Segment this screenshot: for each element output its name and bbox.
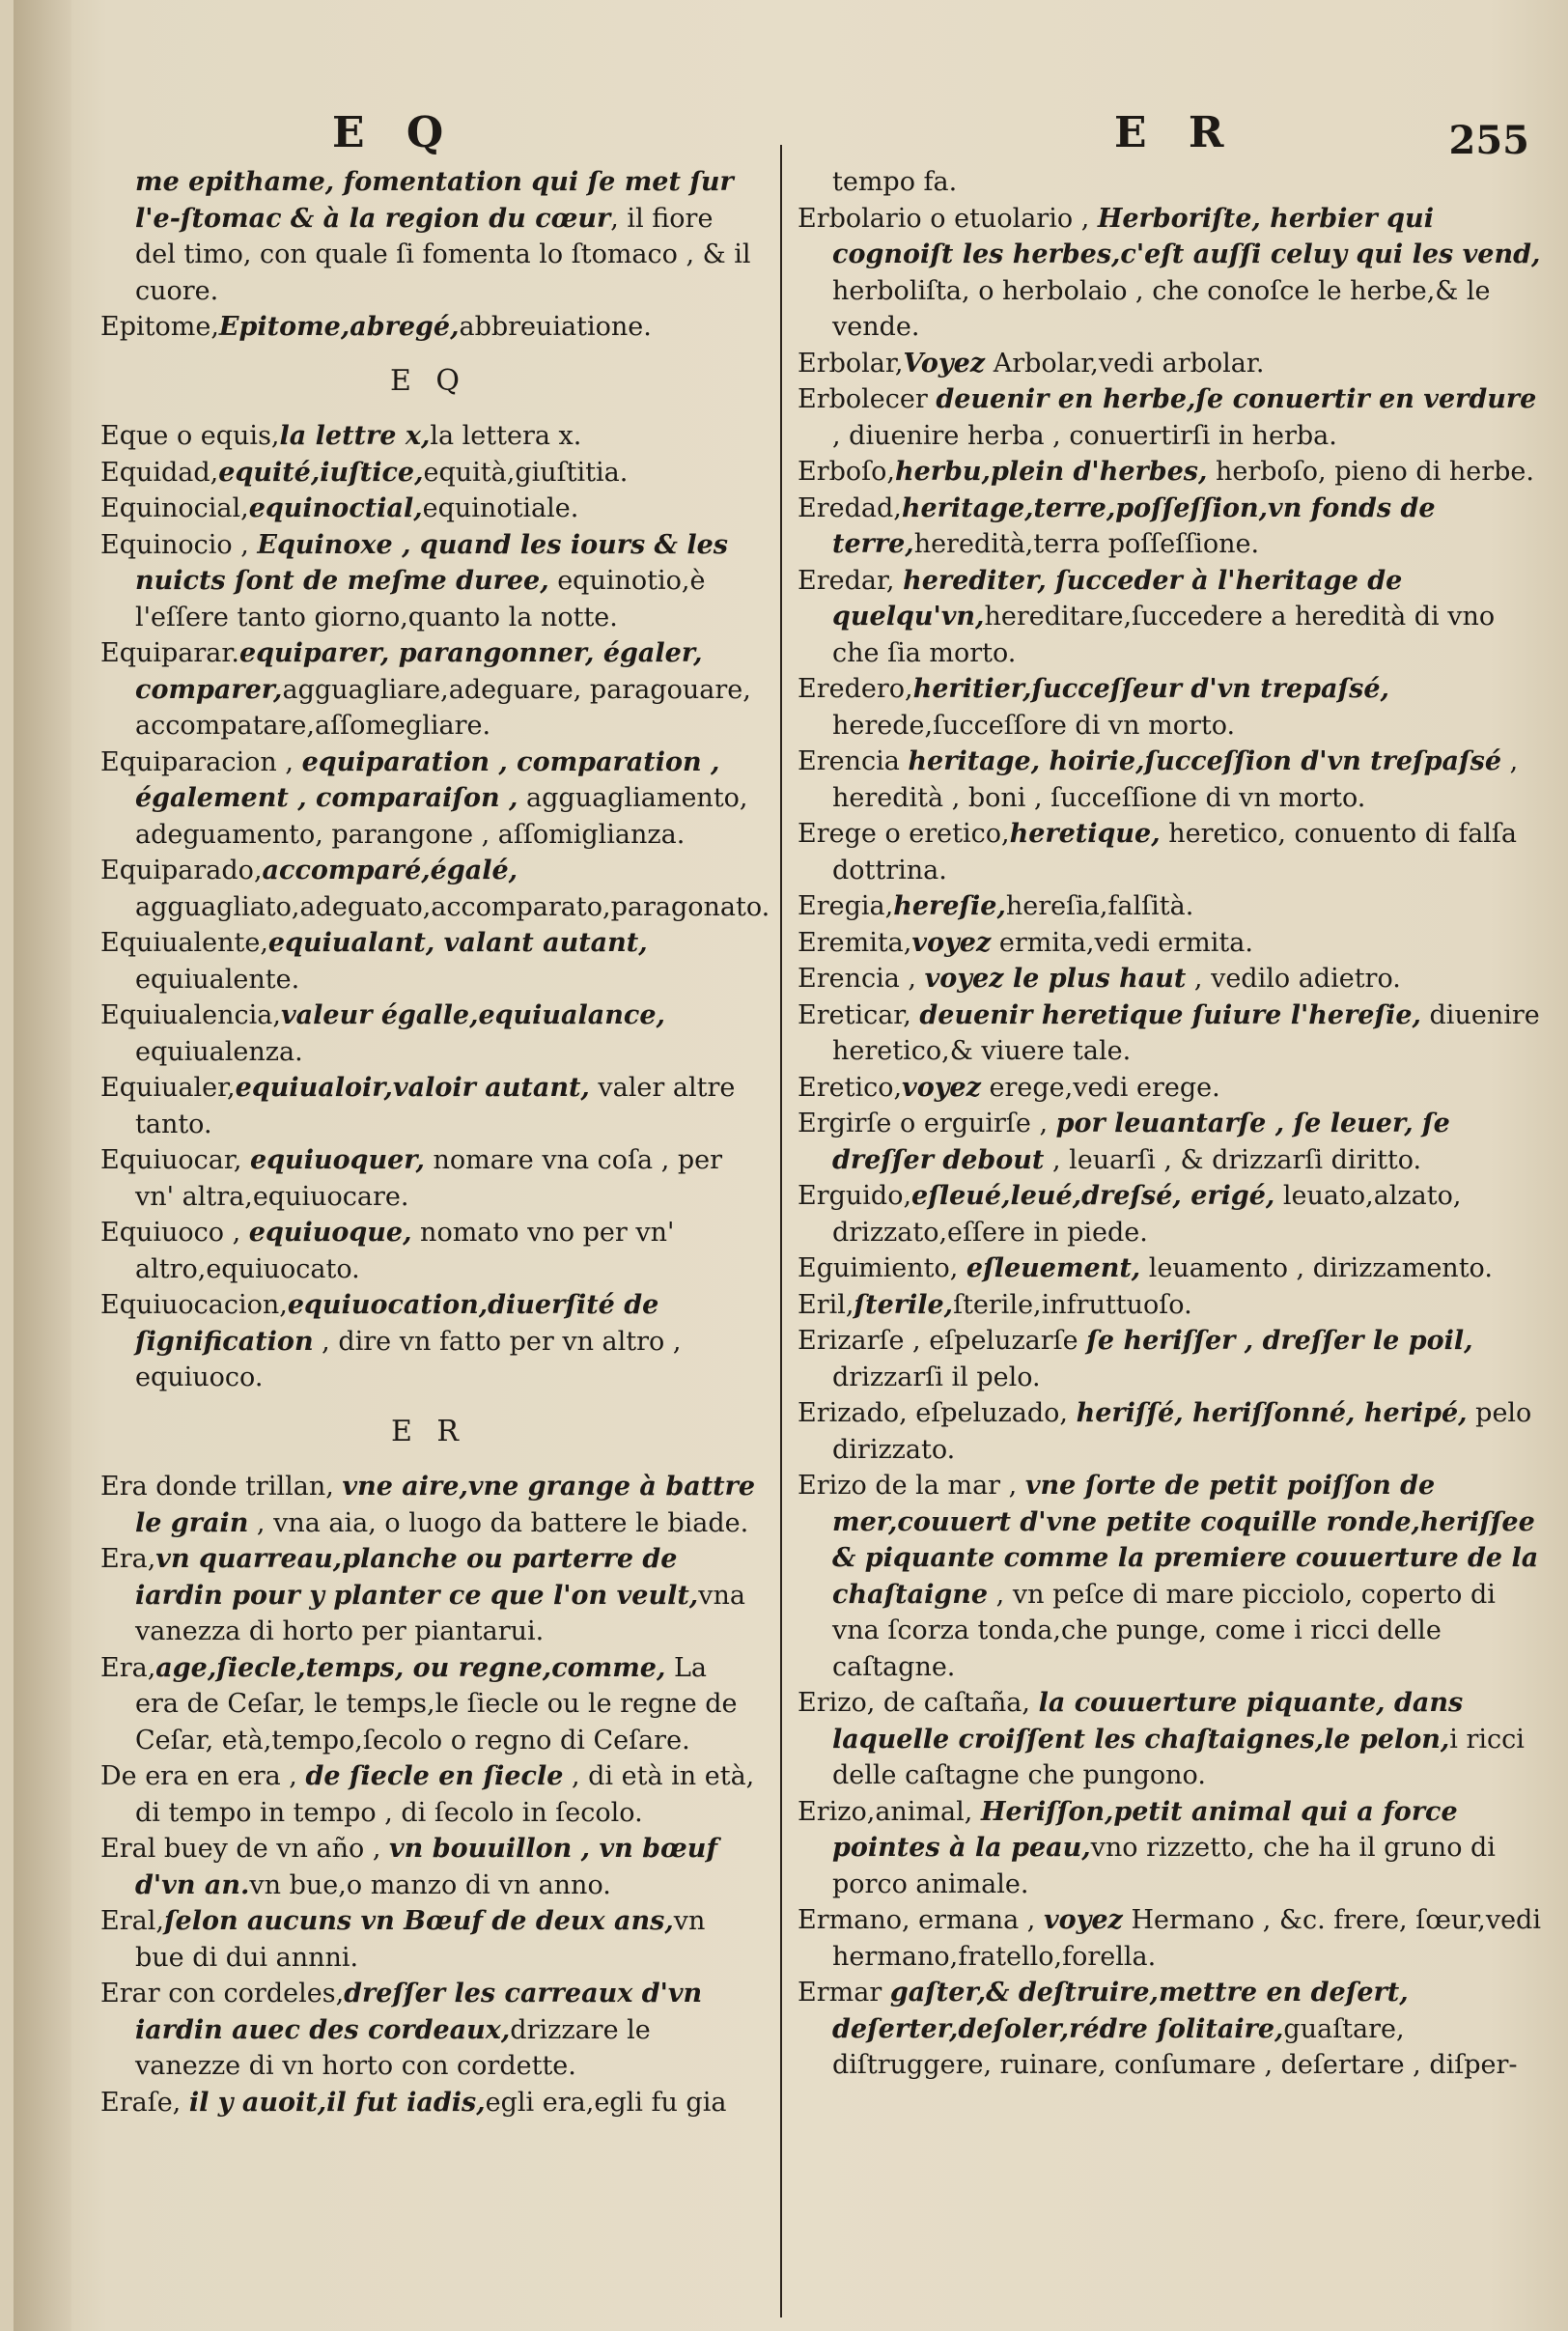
dictionary-entry bbox=[100, 309, 757, 346]
entry-french-gloss: vn bouuillon , vn bœuf d'vn an. bbox=[135, 1834, 718, 1900]
entry-headword: Eque o equis, bbox=[100, 421, 280, 451]
entry-italian-gloss: equiualente. bbox=[135, 964, 300, 995]
entry-italian-gloss: valer altre tanto. bbox=[135, 1073, 736, 1139]
entry-headword: Equiparacion , bbox=[100, 746, 302, 777]
entry-french-gloss: heritier,ſucceſſeur d'vn trepaſsé, bbox=[912, 674, 1389, 704]
left-column bbox=[100, 164, 770, 2120]
entry-headword: Equiualencia, bbox=[100, 1000, 281, 1030]
entry-italian-gloss: ermita,vedi ermita. bbox=[991, 927, 1253, 958]
dictionary-entry bbox=[100, 1541, 757, 1650]
dictionary-entry bbox=[100, 1215, 757, 1287]
entry-italian-gloss: drizzarſi il pelo. bbox=[832, 1362, 1041, 1392]
dictionary-entry bbox=[100, 997, 757, 1070]
entry-headword: Eral, bbox=[100, 1906, 164, 1936]
entry-headword: Equiuoco , bbox=[100, 1218, 249, 1248]
entry-headword: Eredar, bbox=[798, 565, 904, 596]
entry-french-gloss: de ſiecle en ſiecle bbox=[305, 1761, 564, 1791]
entry-french-gloss: equinoctial, bbox=[248, 493, 423, 523]
entry-french-gloss: deuenir heretique ſuiure l'hereſie, bbox=[919, 999, 1421, 1030]
entry-italian-gloss: agguagliato,adeguato,accomparato,paragonato. bbox=[135, 891, 770, 922]
entry-headword: Equiuocacion, bbox=[100, 1290, 288, 1320]
dictionary-entry bbox=[798, 1250, 1541, 1287]
entry-french-gloss: Voyez bbox=[903, 348, 986, 379]
entry-italian-gloss: agguagliamento, adeguamento, parangone , aſſomiglianza. bbox=[135, 783, 748, 850]
entry-french-gloss: por leuantarſe , ſe leuer, ſe dreſſer debout bbox=[832, 1109, 1450, 1175]
entry-french-gloss: valeur égalle,equiualance, bbox=[280, 1000, 665, 1030]
dictionary-entry bbox=[798, 1975, 1541, 2084]
entry-french-gloss: ſe heriſſer , dreſſer le poil, bbox=[1086, 1326, 1473, 1356]
dictionary-entry bbox=[798, 925, 1541, 962]
running-header-left: E Q bbox=[332, 108, 458, 157]
entry-italian-gloss: i ricci delle caſtagne che pungono. bbox=[832, 1724, 1525, 1790]
entry-italian-gloss: Arbolar,vedi arbolar. bbox=[985, 348, 1265, 379]
dictionary-entry bbox=[798, 201, 1541, 346]
entry-headword: Erboſo, bbox=[798, 457, 895, 487]
entry-italian-gloss: hereſia,falſità. bbox=[1005, 891, 1194, 921]
entry-headword: Eredero, bbox=[798, 674, 913, 704]
entry-french-gloss: ſterile, bbox=[854, 1289, 954, 1320]
entry-italian-gloss: erege,vedi erege. bbox=[980, 1072, 1220, 1103]
dictionary-entry bbox=[798, 491, 1541, 563]
entry-italian-gloss: , dire vn fatto per vn altro , equiuoco. bbox=[135, 1326, 682, 1392]
dictionary-entry bbox=[798, 961, 1541, 997]
entry-french-gloss: vn quarreau,planche ou parterre de iardin pour y planter ce que l'on veult, bbox=[135, 1544, 699, 1611]
entry-french-gloss: vne aire,vne grange à battre le grain bbox=[135, 1472, 756, 1538]
entry-headword: Eretico, bbox=[798, 1072, 903, 1103]
dictionary-entry bbox=[798, 1395, 1541, 1468]
entry-italian-gloss: vno rizzetto, che ha il gruno di porco animale. bbox=[832, 1833, 1496, 1899]
entry-headword: Era, bbox=[100, 1544, 156, 1574]
entry-headword: Equinocio , bbox=[100, 529, 258, 560]
entry-french-gloss: equiuocation,diuerſité de ſignification bbox=[135, 1290, 659, 1357]
dictionary-entry bbox=[100, 455, 757, 491]
dictionary-entry bbox=[798, 744, 1541, 816]
entry-french-gloss: vne ſorte de petit poiſſon de mer,couuert d'vne petite coquille ronde,heriſſee & piquante comme la premiere couuerture de la chaſtaigne bbox=[832, 1471, 1539, 1610]
entry-french-gloss: gaſter,& deſtruire,mettre en deſert, deſerter,deſoler,rédre ſolitaire, bbox=[832, 1978, 1409, 2044]
entry-headword: Era, bbox=[100, 1652, 156, 1683]
entry-headword: Ergirſe o erguirſe , bbox=[798, 1109, 1056, 1138]
entry-headword: Eredad, bbox=[798, 492, 902, 523]
dictionary-entry bbox=[100, 1831, 757, 1903]
dictionary-entry bbox=[798, 1070, 1541, 1107]
dictionary-entry bbox=[100, 1903, 757, 1976]
dictionary-entry bbox=[100, 744, 757, 854]
entry-french-gloss: dreſſer les carreaux d'vn iardin auec des cordeaux, bbox=[135, 1979, 703, 2045]
entry-french-gloss: equiuoque, bbox=[248, 1218, 412, 1248]
entry-italian-gloss: , diuenire herba , conuertirſi in herba. bbox=[832, 420, 1337, 451]
entry-italian-gloss: , il fiore del timo, con quale ſi fomenta lo ſtomaco , & il cuore. bbox=[135, 203, 751, 306]
entry-italian-gloss: La era de Ceſar, le temps,le ſiecle ou le regne de Ceſar, età,tempo,ſecolo o regno di Ceſare. bbox=[135, 1652, 738, 1755]
entry-french-gloss: voyez bbox=[902, 1072, 981, 1103]
entry-french-gloss: heretique, bbox=[1009, 819, 1161, 849]
entry-french-gloss: equiualant, valant autant, bbox=[267, 928, 648, 958]
entry-headword: Erencia bbox=[798, 746, 909, 776]
entry-french-gloss: eſleué,leué,dreſsé, erigé, bbox=[911, 1181, 1275, 1211]
entry-headword: Erguido, bbox=[798, 1181, 912, 1211]
column-divider bbox=[780, 145, 782, 2317]
entry-headword: Equiparar. bbox=[100, 638, 239, 668]
entry-headword: Eregia, bbox=[798, 891, 894, 921]
entry-headword: Erizarſe , eſpeluzarſe bbox=[798, 1326, 1087, 1356]
entry-french-gloss: voyez bbox=[911, 927, 992, 958]
entry-french-gloss: ſelon aucuns vn Bœuf de deux ans, bbox=[163, 1906, 674, 1936]
dictionary-entry bbox=[798, 997, 1541, 1070]
dictionary-entry bbox=[798, 1106, 1541, 1178]
entry-italian-gloss: , vna aia, o luogo da battere le biade. bbox=[248, 1507, 749, 1538]
entry-italian-gloss: leuamento , dirizzamento. bbox=[1140, 1253, 1493, 1283]
entry-italian-gloss: nomato vno per vn' altro,equiuocato. bbox=[135, 1218, 675, 1284]
entry-italian-gloss: tempo fa. bbox=[832, 167, 958, 197]
dictionary-entry bbox=[798, 381, 1541, 454]
entry-headword: Equiualer, bbox=[100, 1073, 236, 1103]
entry-italian-gloss: equinotiale. bbox=[422, 493, 579, 523]
dictionary-entry bbox=[798, 1685, 1541, 1794]
dictionary-entry bbox=[100, 527, 757, 636]
entry-italian-gloss: la lettera x. bbox=[430, 421, 582, 451]
entry-italian-gloss: hereditare,ſuccedere a heredità di vno che ſia morto. bbox=[832, 602, 1496, 668]
dictionary-entry bbox=[100, 853, 770, 925]
dictionary-entry bbox=[100, 1650, 757, 1759]
dictionary-entry bbox=[798, 1287, 1541, 1324]
dictionary-entry bbox=[100, 635, 757, 744]
entry-french-gloss: herediter, ſucceder à l'heritage de quelqu'vn, bbox=[832, 565, 1403, 632]
dictionary-entry bbox=[798, 563, 1541, 672]
dictionary-entry bbox=[798, 1902, 1541, 1975]
entry-french-gloss: voyez bbox=[1043, 1905, 1123, 1935]
entry-french-gloss: equiuoquer, bbox=[250, 1145, 425, 1175]
dictionary-entry bbox=[798, 454, 1541, 491]
entry-italian-gloss: , di età in età, di tempo in tempo , di ſecolo in ſecolo. bbox=[135, 1761, 755, 1828]
entry-headword: Equinocial, bbox=[100, 493, 249, 523]
entry-headword: Equiuocar, bbox=[100, 1145, 250, 1175]
entry-headword: Equiualente, bbox=[100, 928, 268, 958]
dictionary-entry bbox=[100, 418, 757, 455]
entry-italian-gloss: ſterile,infruttuoſo. bbox=[953, 1289, 1192, 1320]
entry-italian-gloss: heretico, conuento di falſa dottrina. bbox=[832, 819, 1518, 885]
entry-french-gloss: herbu,plein d'herbes, bbox=[895, 457, 1208, 487]
entry-french-gloss: la lettre x, bbox=[279, 421, 431, 451]
entry-headword: Erizo, de caſtaña, bbox=[798, 1688, 1039, 1718]
entry-headword: Ermano, ermana , bbox=[798, 1905, 1044, 1935]
entry-headword: Equiparado, bbox=[100, 856, 263, 885]
entry-french-gloss: me epithame, fomentation qui ſe met ſur l'e-ſtomac & à la region du cœur bbox=[135, 167, 734, 234]
entry-italian-gloss: leuato,alzato, drizzato,eſſere in piede. bbox=[832, 1181, 1462, 1248]
entry-italian-gloss: vn bue,o manzo di vn anno. bbox=[249, 1869, 611, 1900]
entry-italian-gloss: guaſtare, diſtruggere, ruinare, conſumare , deſertare , diſper- bbox=[832, 2013, 1518, 2080]
entry-headword: Erbolario o etuolario , bbox=[798, 203, 1098, 234]
facing-page-edge bbox=[14, 0, 71, 2331]
entry-headword: Eral buey de vn año , bbox=[100, 1834, 389, 1864]
entry-italian-gloss: agguagliare,adeguare, paragouare, accompatare,aſſomegliare. bbox=[135, 674, 751, 741]
entry-french-gloss: Epitome,abregé, bbox=[218, 312, 460, 342]
section-heading: E R bbox=[390, 1414, 467, 1448]
dictionary-entry bbox=[100, 1976, 757, 2085]
entry-italian-gloss: drizzare le vanezze di vn horto con cordette. bbox=[135, 2014, 651, 2081]
entry-french-gloss: la couuerture piquante, dans laquelle croiſſent les chaſtaignes,le pelon, bbox=[832, 1688, 1464, 1755]
entry-italian-gloss: heredità,terra poſſeſſione. bbox=[913, 529, 1260, 559]
dictionary-entry bbox=[798, 1468, 1541, 1685]
entry-italian-gloss: , leuarſi , & drizzarſi diritto. bbox=[1044, 1144, 1422, 1175]
entry-italian-gloss: herede,ſucceſſore di vn morto. bbox=[832, 710, 1236, 741]
entry-headword: Ereticar, bbox=[798, 999, 920, 1030]
entry-headword: Erizo,animal, bbox=[798, 1796, 981, 1827]
entry-headword: Erizo de la mar , bbox=[798, 1471, 1025, 1501]
entry-italian-gloss: nomare vna coſa , per vn' altra,equiuocare. bbox=[135, 1145, 723, 1212]
entry-headword: Eremita, bbox=[798, 927, 912, 958]
dictionary-entry bbox=[798, 888, 1541, 925]
entry-french-gloss: heriſſé, heriſſonné, heripé, bbox=[1076, 1398, 1468, 1428]
entry-headword: Eguimiento, bbox=[798, 1253, 966, 1283]
entry-french-gloss: Heriſſon,petit animal qui a force pointes à la peau, bbox=[832, 1796, 1458, 1863]
entry-headword: Equidad, bbox=[100, 457, 219, 488]
entry-italian-gloss: egli era,egli fu gia bbox=[485, 2087, 727, 2118]
entry-headword: Eraſe, bbox=[100, 2087, 189, 2118]
entry-french-gloss: equité,iuſtice, bbox=[218, 457, 424, 488]
entry-french-gloss: hereſie, bbox=[893, 891, 1006, 921]
entry-french-gloss: il y auoit,il fut iadis, bbox=[188, 2087, 486, 2118]
dictionary-entry bbox=[798, 346, 1541, 382]
entry-french-gloss: equiparer, parangonner, égaler, comparer, bbox=[135, 638, 703, 705]
entry-french-gloss: equiualoir,valoir autant, bbox=[235, 1073, 590, 1103]
entry-italian-gloss: equiualenza. bbox=[135, 1036, 303, 1067]
entry-italian-gloss: equinotio,è l'eſſere tanto giorno,quanto la notte. bbox=[135, 566, 706, 632]
book-page bbox=[14, 0, 1568, 2331]
entry-headword: Erbolar, bbox=[798, 348, 904, 379]
dictionary-entry bbox=[100, 1758, 757, 1831]
entry-french-gloss: heritage,terre,poſſeſſion,vn fonds de terre, bbox=[832, 492, 1436, 559]
page-number: 255 bbox=[1448, 118, 1529, 163]
dictionary-entry bbox=[798, 164, 1541, 201]
entry-italian-gloss: equità,giuſtitia. bbox=[423, 457, 629, 488]
dictionary-entry bbox=[100, 2085, 757, 2121]
entry-italian-gloss: pelo dirizzato. bbox=[832, 1398, 1532, 1465]
entry-headword: Epitome, bbox=[100, 312, 219, 342]
dictionary-entry bbox=[798, 1323, 1541, 1395]
dictionary-entry bbox=[100, 1287, 757, 1396]
entry-headword: Erar con cordeles, bbox=[100, 1979, 345, 2008]
entry-french-gloss: Equinoxe , quand les iours & les nuicts ſont de meſme duree, bbox=[135, 529, 728, 596]
dictionary-entry bbox=[798, 1178, 1541, 1250]
entry-headword: Era donde trillan, bbox=[100, 1472, 343, 1502]
dictionary-entry bbox=[100, 1142, 757, 1215]
entry-headword: Erbolecer bbox=[798, 384, 937, 414]
entry-italian-gloss: , vedilo adietro. bbox=[1186, 964, 1401, 994]
entry-italian-gloss: , heredità , boni , ſucceſſione di vn morto. bbox=[832, 746, 1519, 813]
entry-french-gloss: accomparé,égalé, bbox=[262, 856, 518, 885]
entry-italian-gloss: vna vanezza di horto per piantarui. bbox=[135, 1580, 745, 1646]
entry-italian-gloss: herboſo, pieno di herbe. bbox=[1207, 457, 1534, 487]
dictionary-entry bbox=[100, 164, 757, 309]
entry-italian-gloss: diuenire heretico,& viuere tale. bbox=[832, 999, 1540, 1066]
dictionary-entry bbox=[798, 1794, 1541, 1903]
entry-italian-gloss: Hermano , &c. frere, ſœur,vedi hermano,fratello,forella. bbox=[832, 1905, 1541, 1972]
entry-italian-gloss: abbreuiatione. bbox=[459, 312, 652, 342]
entry-french-gloss: Herboriſte, herbier qui cognoiſt les herbes,c'eſt auſſi celuy qui les vend, bbox=[832, 203, 1541, 269]
entry-headword: Erizado, eſpeluzado, bbox=[798, 1398, 1077, 1428]
entry-headword: Eril, bbox=[798, 1289, 854, 1320]
entry-french-gloss: heritage, hoirie,ſucceſſion d'vn treſpaſsé bbox=[908, 746, 1502, 776]
dictionary-entry bbox=[798, 671, 1541, 744]
entry-headword: Erencia , bbox=[798, 964, 925, 994]
dictionary-entry bbox=[100, 925, 757, 997]
running-header-right: E R bbox=[1114, 108, 1238, 157]
dictionary-entry bbox=[100, 491, 757, 527]
entry-headword: De era en era , bbox=[100, 1761, 306, 1791]
entry-headword: Ermar bbox=[798, 1978, 890, 2008]
dictionary-entry bbox=[100, 1070, 757, 1142]
entry-french-gloss: deuenir en herbe,ſe conuertir en verdure bbox=[936, 384, 1537, 414]
section-heading: E Q bbox=[389, 363, 468, 398]
entry-french-gloss: equiparation , comparation , également , comparaiſon , bbox=[135, 746, 720, 813]
entry-french-gloss: age,ſiecle,temps, ou regne,comme, bbox=[155, 1652, 666, 1683]
entry-french-gloss: voyez le plus haut bbox=[924, 964, 1187, 994]
dictionary-entry bbox=[798, 816, 1541, 888]
entry-french-gloss: eſleuement, bbox=[966, 1253, 1141, 1283]
entry-italian-gloss: vn bue di dui annni. bbox=[135, 1906, 706, 1973]
entry-headword: Erege o eretico, bbox=[798, 819, 1010, 849]
entry-italian-gloss: , vn peſce di mare picciolo, coperto di vna ſcorza tonda,che punge, come i ricci delle caſtagne. bbox=[832, 1579, 1496, 1682]
right-column bbox=[798, 164, 1541, 2084]
dictionary-entry bbox=[100, 1469, 757, 1541]
entry-italian-gloss: herboliſta, o herbolaio , che conoſce le herbe,& le vende. bbox=[832, 275, 1491, 342]
